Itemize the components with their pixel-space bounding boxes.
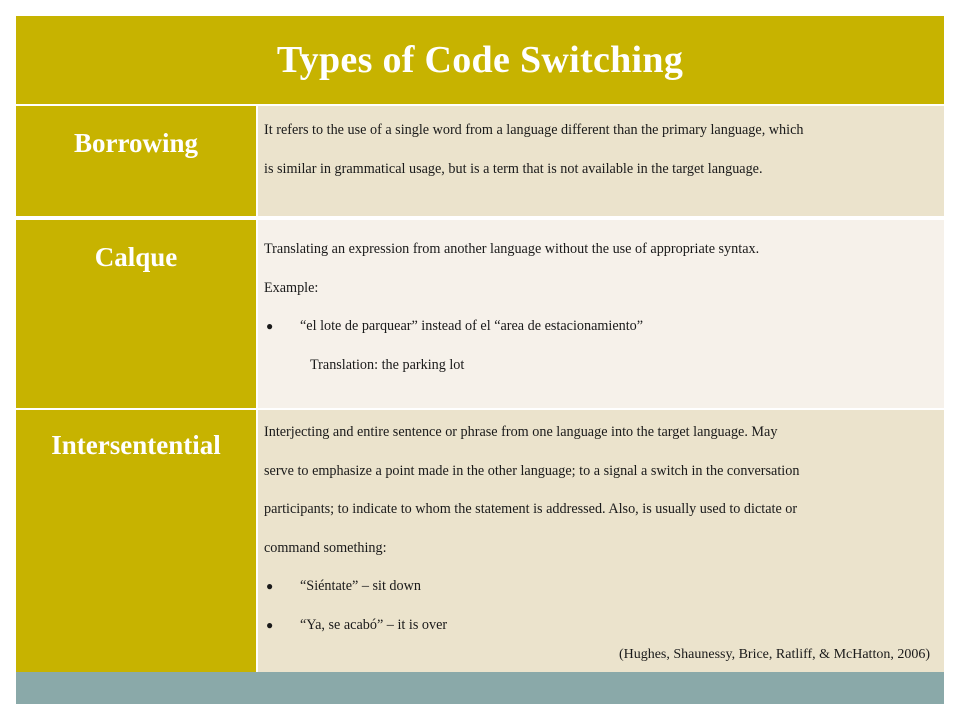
translation-text: Translation: the parking lot	[310, 356, 465, 373]
citation: (Hughes, Shaunessy, Brice, Ratliff, & McHatton, 2006)	[618, 647, 930, 662]
description-calque	[256, 220, 944, 408]
list-item	[264, 307, 934, 346]
title-bar	[16, 16, 944, 106]
footer-bar	[16, 672, 944, 704]
description-intersentential	[256, 410, 944, 672]
slide-title: Types of Code Switching	[276, 39, 684, 81]
description-line: is similar in grammatical usage, but is a term that is not available in the target language.	[264, 160, 763, 177]
description-line: Interjecting and entire sentence or phrase from one language into the target language. May	[264, 424, 778, 440]
bullet-icon: ●	[266, 617, 274, 632]
description-line: serve to emphasize a point made in the other language; to a signal a switch in the conversation	[264, 462, 800, 479]
table-row-calque	[16, 218, 944, 408]
description-line: Translating an expression from another language without the use of appropriate syntax.	[264, 241, 760, 257]
bullet-text: “Ya, se acabó” – it is over	[300, 616, 448, 633]
term-calque: Calque	[16, 220, 256, 408]
table-row-borrowing	[16, 106, 944, 216]
term-borrowing: Borrowing	[16, 106, 256, 216]
description-line: command something:	[264, 539, 387, 556]
list-item	[264, 606, 934, 645]
bullet-text: “el lote de parquear” instead of el “area de estacionamiento”	[300, 318, 644, 334]
description-line: Example:	[264, 279, 319, 296]
term-intersentential: Intersentential	[16, 410, 256, 672]
table-row-intersentential	[16, 408, 944, 672]
bullet-icon: ●	[266, 579, 274, 593]
description-borrowing	[256, 106, 944, 216]
list-item	[264, 567, 934, 606]
bullet-icon: ●	[266, 319, 274, 333]
description-line: participants; to indicate to whom the statement is addressed. Also, is usually used to dictate or	[264, 501, 798, 517]
bullet-text: “Siéntate” – sit down	[300, 578, 421, 594]
description-line: It refers to the use of a single word from a language different than the primary language, which	[264, 122, 804, 138]
